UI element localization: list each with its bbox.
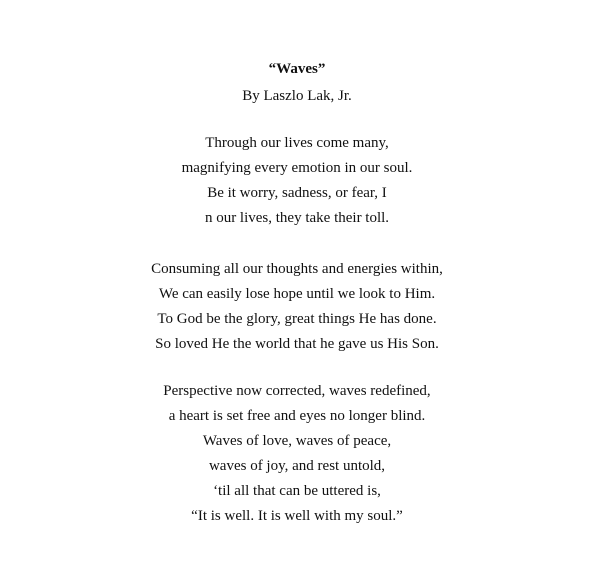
poem-line: Consuming all our thoughts and energies within, — [151, 261, 443, 277]
poem-line: Be it worry, sadness, or fear, I — [207, 185, 387, 201]
poem-line: Through our lives come many, — [205, 135, 389, 151]
poem-line: Perspective now corrected, waves redefined, — [163, 383, 431, 399]
poem-line: We can easily lose hope until we look to Him. — [158, 286, 436, 302]
poem-line: a heart is set free and eyes no longer blind. — [168, 408, 426, 424]
poem-line: waves of joy, and rest untold, — [208, 458, 386, 474]
poem-line: ‘til all that can be uttered is, — [213, 483, 381, 499]
poem-title: “Waves” — [268, 61, 326, 77]
stanza-1 — [0, 131, 594, 231]
poem-line: Waves of love, waves of peace, — [202, 433, 392, 449]
poem-line: magnifying every emotion in our soul. — [181, 160, 413, 176]
poem-line: So loved He the world that he gave us His Son. — [155, 336, 439, 352]
poem-author: By Laszlo Lak, Jr. — [242, 88, 352, 104]
stanza-2 — [0, 257, 594, 357]
stanza-3 — [0, 379, 594, 529]
poem-line: “It is well. It is well with my soul.” — [191, 508, 403, 524]
poem-line: To God be the glory, great things He has done. — [157, 311, 437, 327]
poem-line: n our lives, they take their toll. — [204, 210, 390, 226]
